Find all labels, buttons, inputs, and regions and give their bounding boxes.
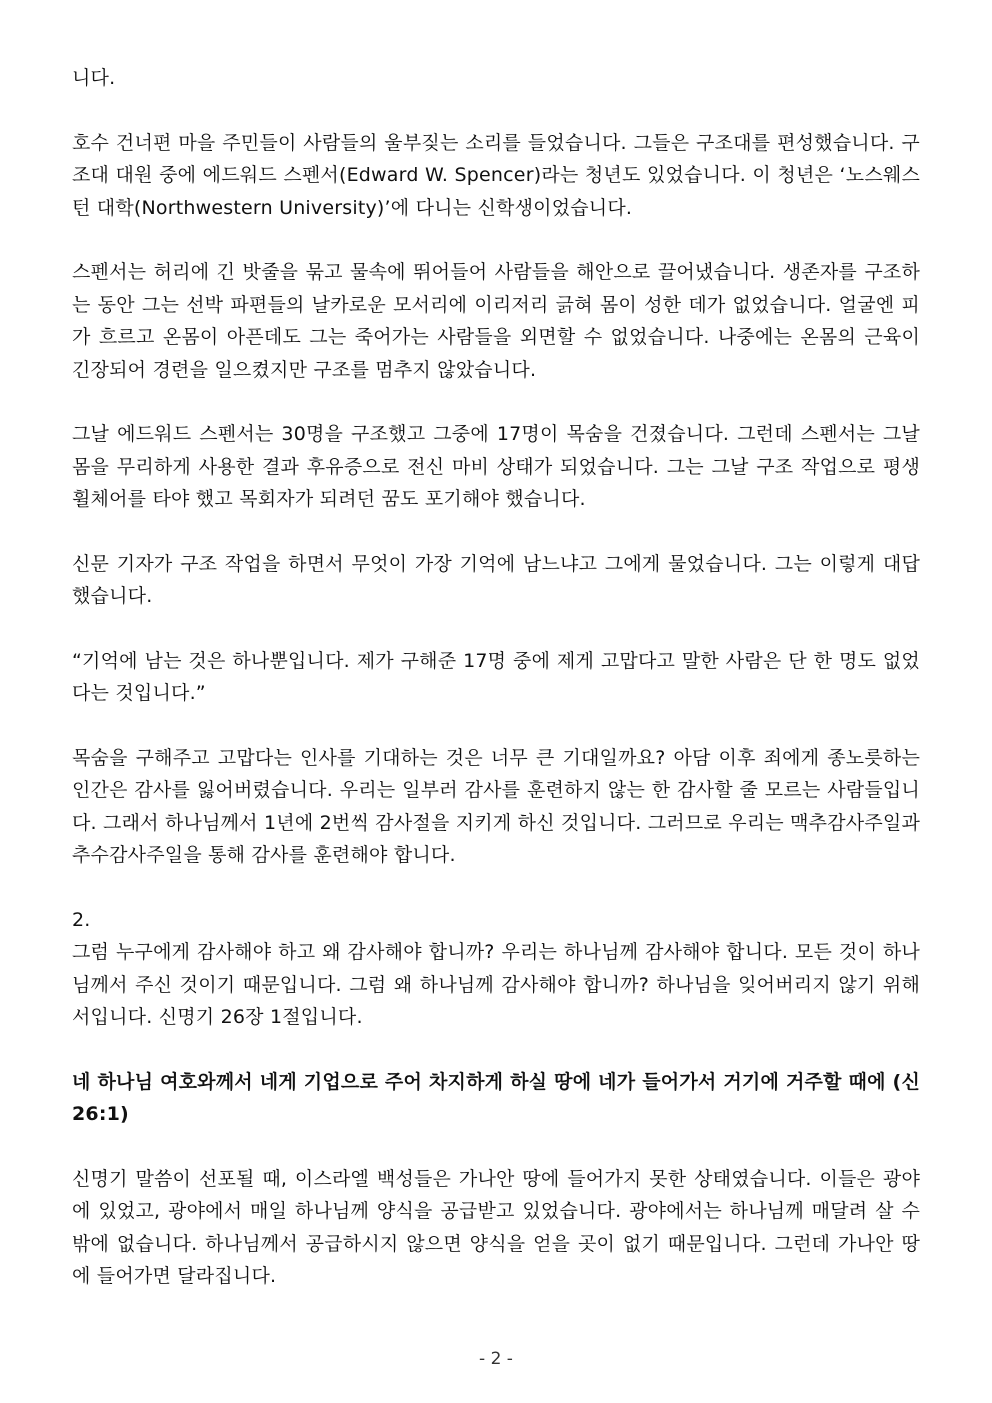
paragraph-paralysis: 그날 에드워드 스펜서는 30명을 구조했고 그중에 17명이 목숨을 건졌습니다. 그런데 스펜서는 그날 몸을 무리하게 사용한 결과 후유증으로 전신 마비 상태가 되었습니다. 그는 그날 구조 작업으로 평생 휠체어를 타야 했고 목회자가 되려던 꿈도 포기해야 했습니다.: [72, 423, 920, 510]
paragraph-wilderness: 신명기 말씀이 선포될 때, 이스라엘 백성들은 가나안 땅에 들어가지 못한 상태였습니다. 이들은 광야에 있었고, 광야에서 매일 하나님께 양식을 공급받고 있었습니다. 광야에서는 하나님께 매달려 살 수밖에 없습니다. 하나님께서 공급하시지 않으면 양식을 얻을 곳이 없기 때문입니다. 그런데 가나안 땅에 들어가면 달라집니다.: [72, 1167, 920, 1287]
paragraph-reporter-question: 신문 기자가 구조 작업을 하면서 무엇이 가장 기억에 남느냐고 그에게 물었습니다. 그는 이렇게 대답했습니다.: [72, 552, 920, 607]
section-number: 2.: [72, 908, 91, 931]
paragraph-gratitude-training: 목숨을 구해주고 고맙다는 인사를 기대하는 것은 너무 큰 기대일까요? 아담 이후 죄에게 종노릇하는 인간은 감사를 잃어버렸습니다. 우리는 일부러 감사를 훈련하지 않는 한 감사할 줄 모르는 사람들입니다. 그래서 하나님께서 1년에 2번씩 감사절을 지키게 하신 것입니다. 그러므로 우리는 맥추감사주일과 추수감사주일을 통해 감사를 훈련해야 합니다.: [72, 746, 920, 866]
paragraph-continuation: 니다.: [72, 67, 116, 89]
paragraph-spencer-rescue: 스펜서는 허리에 긴 밧줄을 묶고 물속에 뛰어들어 사람들을 해안으로 끌어냈습니다. 생존자를 구조하는 동안 그는 선박 파편들의 날카로운 모서리에 이리저리 긁혀 몸이 성한 데가 없었습니다. 얼굴엔 피가 흐르고 온몸이 아픈데도 그는 죽어가는 사람들을 외면할 수 없었습니다. 나중에는 온몸의 근육이 긴장되어 경련을 일으켰지만 구조를 멈추지 않았습니다.: [72, 261, 920, 381]
scripture-quote: 네 하나님 여호와께서 네게 기업으로 주어 차지하게 하실 땅에 네가 들어가서 거기에 거주할 때에 (신 26:1): [72, 1070, 920, 1125]
paragraph-quote: “기억에 남는 것은 하나뿐입니다. 제가 구해준 17명 중에 제게 고맙다고 말한 사람은 단 한 명도 없었다는 것입니다.”: [72, 649, 920, 704]
document-body: [72, 62, 920, 1325]
page-number: - 2 -: [479, 1349, 513, 1369]
paragraph-rescue-team: 호수 건너편 마을 주민들이 사람들의 울부짖는 소리를 들었습니다. 그들은 구조대를 편성했습니다. 구조대 대원 중에 에드워드 스펜서(Edward W. Spencer)라는 청년도 있었습니다. 이 청년은 ‘노스웨스턴 대학(Northwestern University)’에 다니는 신학생이었습니다.: [72, 131, 920, 219]
paragraph-whom-to-thank: 그럼 누구에게 감사해야 하고 왜 감사해야 합니까? 우리는 하나님께 감사해야 합니다. 모든 것이 하나님께서 주신 것이기 때문입니다. 그럼 왜 하나님께 감사해야 합니까? 하나님을 잊어버리지 않기 위해서입니다. 신명기 26장 1절입니다.: [72, 941, 920, 1028]
